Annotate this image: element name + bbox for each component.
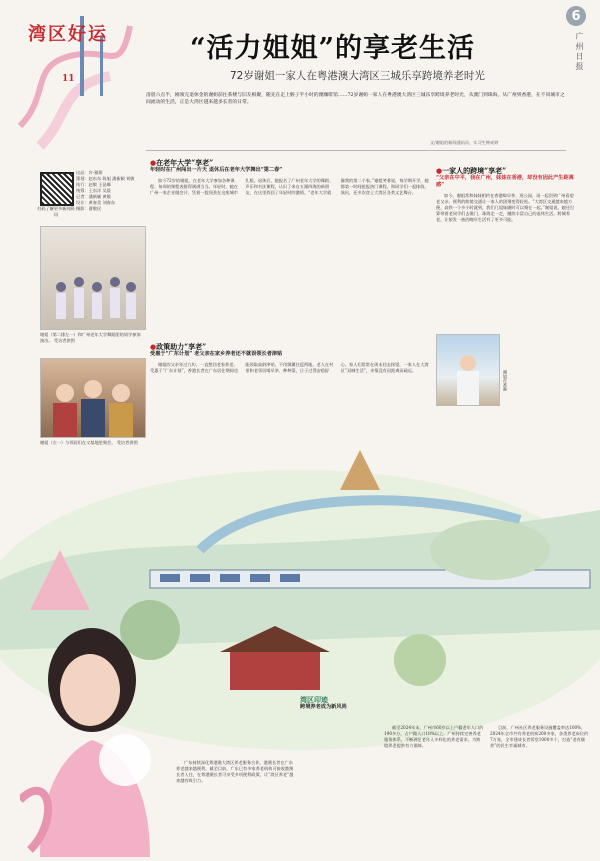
dance-photo (40, 226, 146, 330)
portrait-caption: 谢姐在香港 (503, 370, 508, 391)
section1-subheading: 年轻时在广州闯出一片天 退休后在老年大学舞出“第二春” (150, 167, 283, 173)
credit-line: 执行：赵敏 王昆峰 (76, 182, 111, 187)
section1-heading: ●在老年大学“享老” (150, 158, 214, 167)
section2-heading-text: 政策助力“享老” (156, 342, 207, 351)
column-logo-text: 湾区好运 (28, 24, 108, 45)
section1 (150, 158, 430, 348)
credit-line: 摄影：曹敬民 (76, 206, 102, 211)
bottom-col3: 目前，广州社区养老服务设施覆盖率达100%，2024年全市共有养老机构200多家，各类养老床位约7万张，全市建成长者饭堂1000多个，打造“老有颐养”的民生幸福城市。 (490, 725, 589, 748)
family-photo-art (41, 359, 145, 437)
credit-line: 策划：赵东东 陈旭 潘新颖 刘敏 (76, 176, 135, 181)
bottom-col1: 广东持续深化粤港澳大湾区养老服务合作，港澳长者在广东养老越来越便利。截至目前，广东已有多家养老机构可接收港澳长者入住，在粤港澳长者可享受多项便利政策，让“湾区养老”越来越有吸引力。 (176, 760, 294, 783)
bottom-col2: 截至2024年末，广州市60岁以上户籍老年人口约190多万，占户籍人口18%以上。广州持续完善养老服务体系，不断满足老年人多样化的养老需求，为跨境养老提供有力保障。 (384, 725, 484, 748)
section3-subheading: “父亲在中平，我在广州，妹妹在香港，却没有因此产生距离感” (436, 175, 574, 188)
credit-line: 统筹：王东洋 吴晨 (76, 188, 111, 193)
section3-heading-text: 一家人的跨境“享老” (442, 166, 507, 175)
page-number-badge (566, 6, 586, 26)
woman-illustration-art (20, 620, 170, 857)
qr-code[interactable] (40, 172, 74, 206)
portrait-photo-art (437, 335, 499, 405)
credit-line: 记者：潘新颖 黄敏 (76, 194, 111, 199)
column-logo-number: 11 (62, 74, 75, 84)
headline-divider (146, 150, 566, 151)
dance-photo-art (41, 227, 145, 329)
qr-caption: 扫码了解更多新闻资讯 (37, 206, 75, 217)
credit-line: 设计：黄春美 刘春东 (76, 200, 116, 205)
family-photo (40, 358, 146, 438)
portrait-photo (436, 334, 500, 406)
section2-subheading: 受惠于“广东计划” 老父亲在家乡养老还不就误领长者津贴 (150, 351, 283, 357)
headline-title: “活力姐姐”的享老生活 (190, 33, 476, 64)
headline-subtitle: 72岁谢姐一家人在粤港澳大湾区三城乐享跨境养老时光 (230, 70, 485, 82)
woman-illustration (20, 620, 170, 857)
section2-body: 谢姐的父亲年过九旬，一直想回老家养老。受惠于“广东计划”，香港长者在广东居住期间也能领取高龄津贴，不用频繁往返两地。老人在村里和老邻居喝早茶、种种菜，日子过得安稳舒心。家人们常常在周末回去探望，一家人在大湾区“双城生活”，亲情没有因距离而疏远。 (150, 362, 429, 373)
page-number: 6 (571, 8, 581, 24)
column-logo (10, 6, 140, 156)
dance-photo-caption: 谢姐（第二排左一）和广州老年大学舞蹈团的同学参加演出。 受访者供图 (40, 332, 141, 343)
section3-heading: ●一家人的跨境“享老” (436, 166, 507, 175)
bottom-block (300, 695, 590, 711)
credits (76, 170, 146, 212)
bottom-heading: 湾区印迹 (300, 695, 328, 704)
section1-heading-text: 在老年大学“享老” (156, 158, 214, 167)
family-photo-caption: 谢姐（左一）与邻居们在又基地里聚会。 受访者供图 (40, 440, 138, 445)
lead-paragraph: 清晨六点半，刚领完退休金的谢姐前往茶楼与旧友相聚，随先在走上猴子半小时的澳咖啡馆……72岁谢姐一家人在粤港澳大湾区三城乐享跨境养老时光，从澳门到珠海，从广州到香港，在不同城市之间流动的生活，正是大湾区越来越多长者的日常。 (146, 93, 565, 105)
section3 (436, 166, 576, 353)
bottom-subheading: 跨境养老成为新风尚 (300, 704, 347, 710)
section3-body: 如今，谢姐常和妹妹相约在香港喝早茶、逛公园，再一起回到广州看望老父亲。便利的跨境交通让一家人的团聚变得轻松。“大湾区交通越来越方便，高铁一个多小时就到，我们几姐妹随时可以聚在一起。”谢姐说，她还打算带着老同学们去澳门、珠海走一走，继续丰富自己的退休生活。跨城养老，让银发一族的晚年生活有了更多可能。 (436, 193, 575, 222)
credit-line: 出品：许·雅翔 (76, 170, 103, 175)
section1-body: 如今72岁的谢姐，在老年大学参加各种课程，每周的课程表排得满满当当。年轻时，她在广州一家企业做会计，凭着一股闯劲在这座城市扎根。退休后，她报名了广州老年大学的舞蹈、声乐和书法课程，认识了来自五湖四海的新朋友，在这里找回了年轻时的激情。“老年大学就像我的第二个家。”谢姐笑着说，每学期开学，她都第一时间抢报热门课程，和同学们一起排练、演出，还多次登上大湾区各类文艺舞台。 (150, 178, 429, 195)
section2-heading: ●政策助力“享老” (150, 342, 207, 351)
paper-name: 广州日报 (575, 32, 584, 72)
byline: 文/谢姐的新闻通讯员、实习生钟成婷 (430, 140, 499, 145)
